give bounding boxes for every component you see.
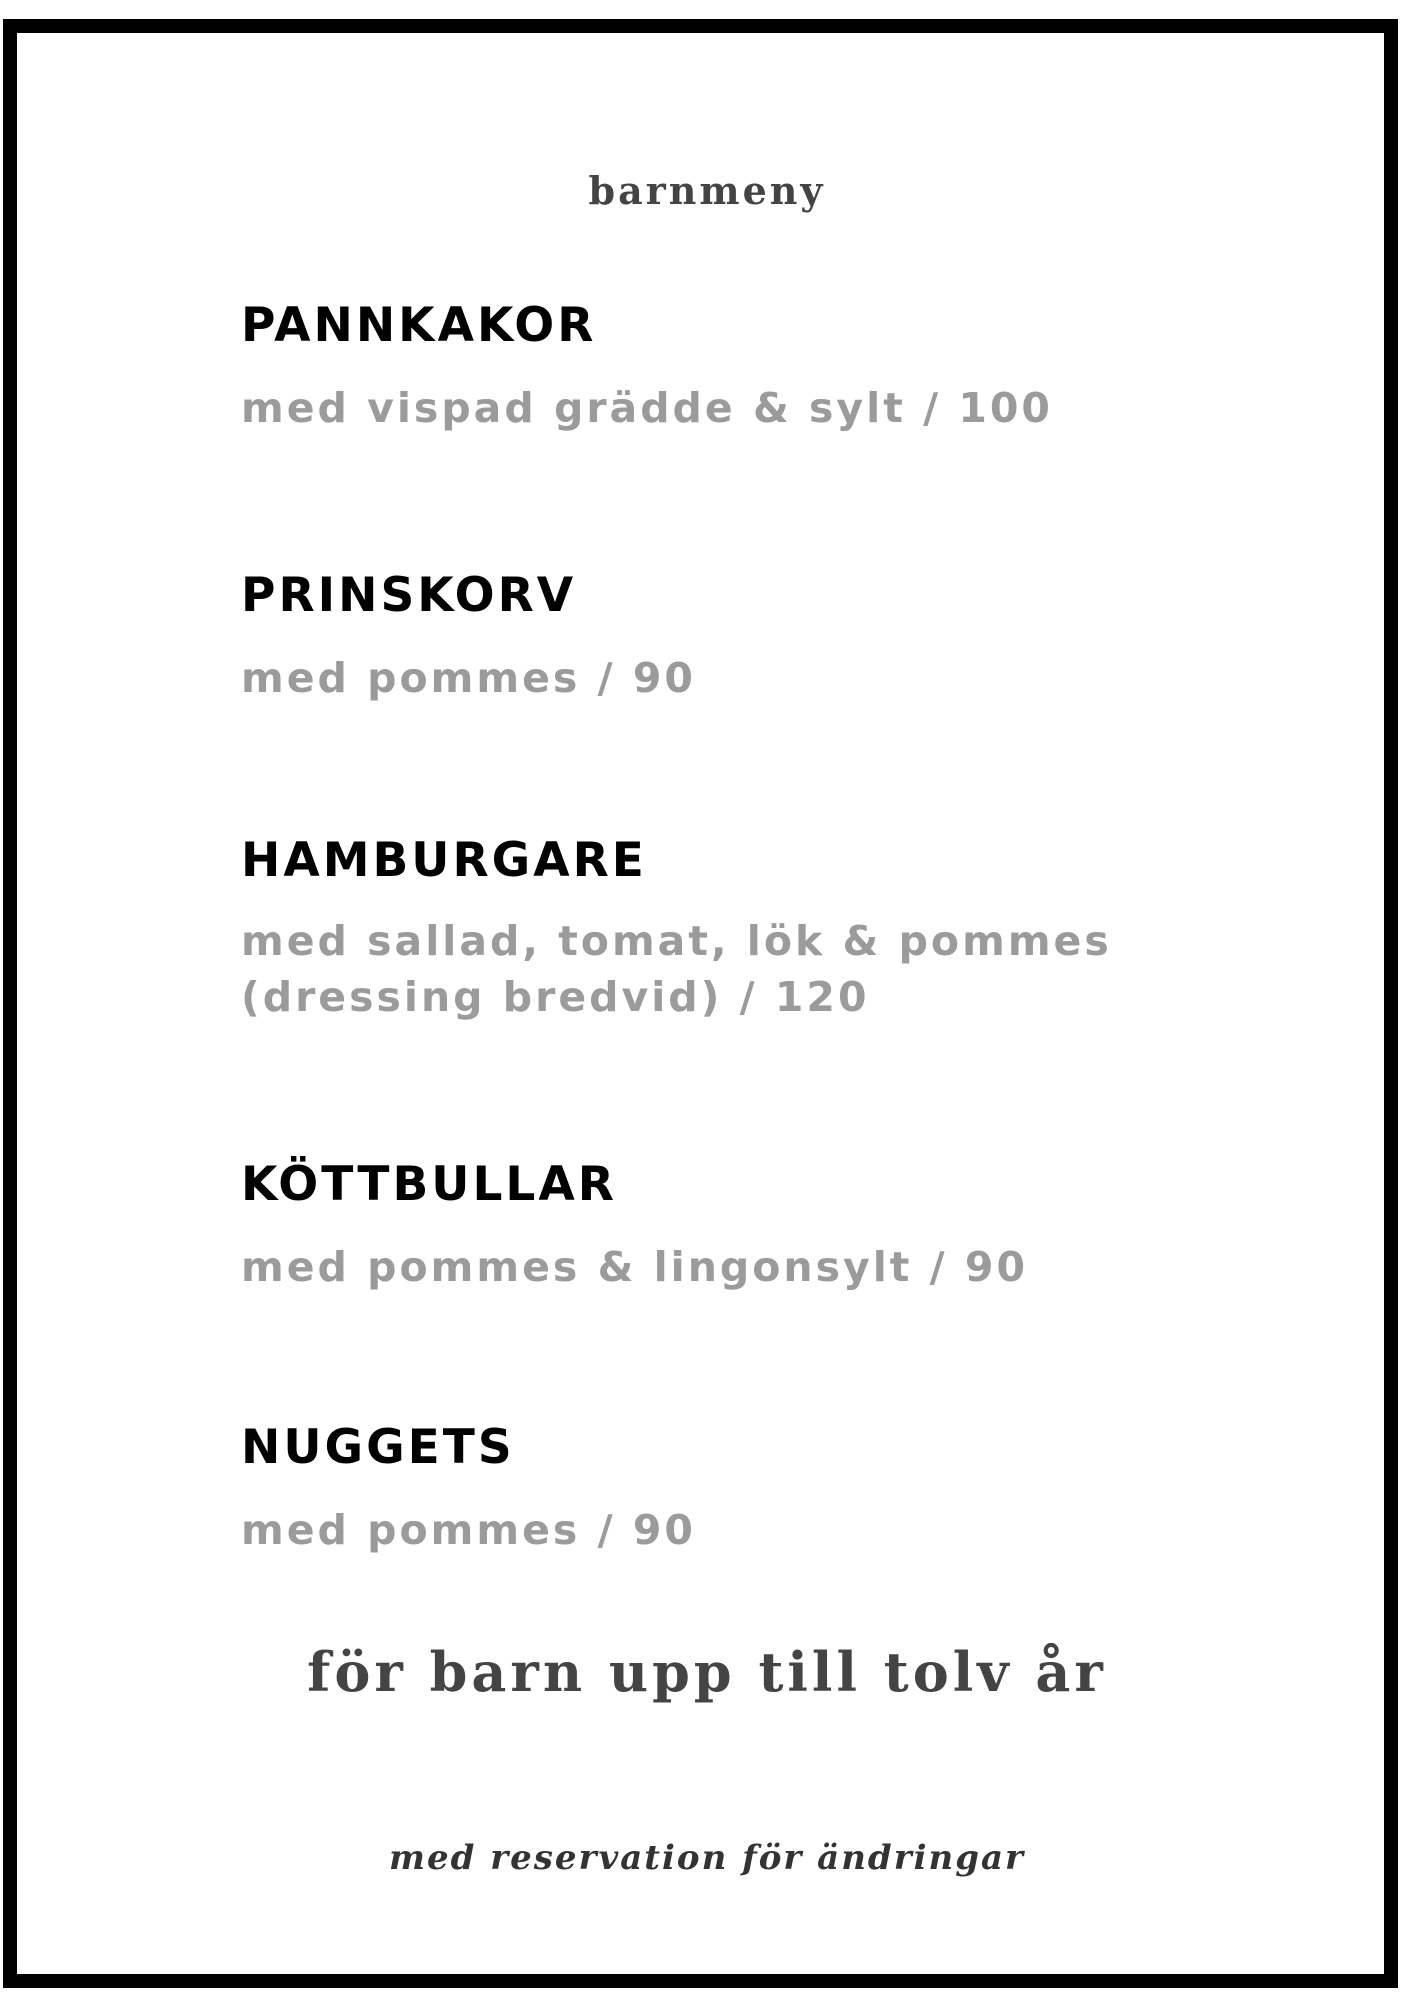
menu-item-nuggets [241,1420,1241,1558]
menu-item-kottbullar [241,1157,1241,1295]
menu-item-description: med pommes & lingonsylt / 90 [241,1243,1028,1291]
age-tagline: för barn upp till tolv år [307,1640,1107,1704]
menu-item-description: med pommes / 90 [241,1506,696,1554]
menu-item-description: med pommes / 90 [241,654,696,702]
menu-item-prinskorv [241,568,1241,706]
menu-item-description: med sallad, tomat, lök & pommes [241,917,1112,965]
menu-title: barnmeny [588,168,826,213]
menu-item-name: KÖTTBULLAR [241,1157,617,1212]
disclaimer: med reservation för ändringar [389,1838,1025,1878]
menu-item-pannkakor [241,298,1241,436]
menu-item-description: med vispad grädde & sylt / 100 [241,384,1053,432]
menu-item-name: PRINSKORV [241,568,577,623]
menu-item-description-line-2: (dressing bredvid) / 120 [241,973,870,1021]
menu-item-name: HAMBURGARE [241,833,647,888]
menu-item-name: PANNKAKOR [241,298,597,353]
menu-item-name: NUGGETS [241,1420,515,1475]
menu-item-hamburgare [241,833,1241,1025]
